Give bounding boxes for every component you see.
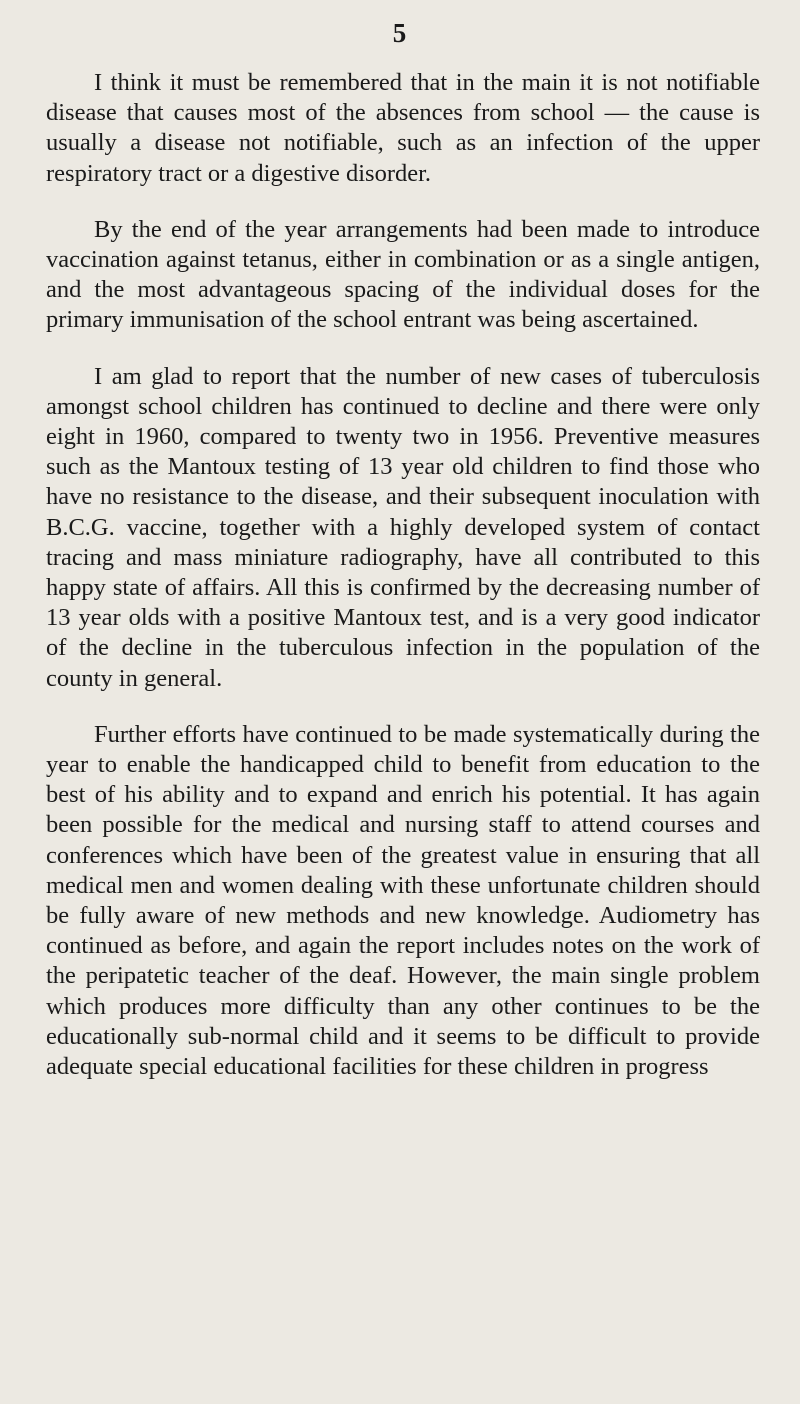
paragraph-tuberculosis: I am glad to report that the number of new cases of tuberculosis amongst school children has continued to decline and there were only eight in 1960, compared to twenty two in 1956. Preventive measures such as the Mantoux testing of 13 year old children to find those who have no resistance to the disease, and their subsequent inoculation with B.C.G. vaccine, together with a highly developed system of contact tracing and mass miniature radiography, have all contributed to this happy state of affairs. All this is confirmed by the decreasing number of 13 year olds with a positive Mantoux test, and is a very good indicator of the decline in the tuberculous infection in the population of the county in general.: [46, 362, 760, 692]
paragraph-handicapped-children: Further efforts have continued to be made systematically during the year to enable the handicapped child to benefit from education to the best of his ability and to expand and enrich his potential. It has again been possible for the medical and nursing staff to attend courses and conferences which have been of the greatest value in ensuring that all medical men and women dealing with these unfortunate children should be fully aware of new methods and new knowledge. Audiometry has continued as before, and again the report includes notes on the work of the peripatetic teacher of the deaf. However, the main single problem which produces more difficulty than any other continues to be the educationally sub-normal child and it seems to be difficult to provide adequate special educational facilities for these children in progress: [46, 720, 760, 1081]
page-number: 5: [392, 18, 408, 48]
paragraph-tetanus-vaccination: By the end of the year arrangements had been made to introduce vaccination against tetanus, either in combination or as a single antigen, and the most advantageous spacing of the individual doses for the primary immunisation of the school entrant was being ascertained.: [46, 215, 760, 334]
paragraph-absences: I think it must be remembered that in the main it is not notifiable disease that causes most of the absences from school — the cause is usually a disease not notifiable, such as an infection of the upper respiratory tract or a digestive disorder.: [46, 69, 760, 187]
body-text: [46, 68, 760, 1108]
